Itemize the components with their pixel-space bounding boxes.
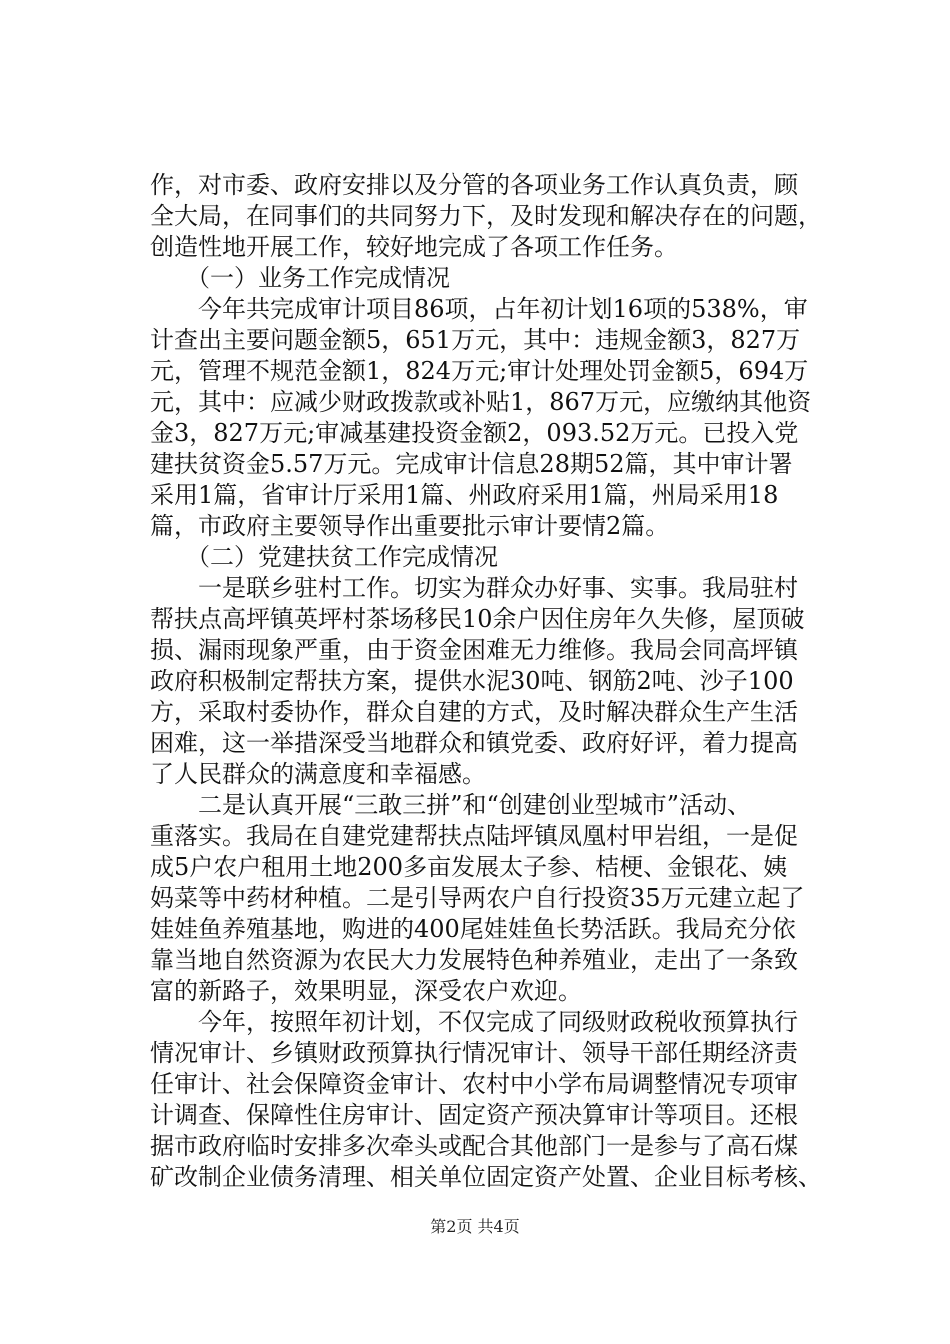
text-line: 富的新路子，效果明显，深受农户欢迎。 (150, 977, 582, 1005)
text-line: 矿改制企业债务清理、相关单位固定资产处置、企业目标考核、 (150, 1163, 822, 1191)
text-line: 帮扶点高坪镇英坪村茶场移民10余户因住房年久失修，屋顶破 (150, 605, 805, 633)
text-line: 情况审计、乡镇财政预算执行情况审计、领导干部任期经济责 (150, 1039, 798, 1067)
text-line: 计查出主要问题金额5，651万元，其中：违规金额3，827万 (150, 326, 801, 354)
text-line: 了人民群众的满意度和幸福感。 (150, 760, 486, 788)
text-line: 重落实。我局在自建党建帮扶点陆坪镇凤凰村甲岩组，一是促 (150, 822, 798, 850)
text-line: 损、漏雨现象严重，由于资金困难无力维修。我局会同高坪镇 (150, 636, 798, 664)
text-line: 任审计、社会保障资金审计、农村中小学布局调整情况专项审 (150, 1070, 798, 1098)
text-line: 元，其中：应减少财政拨款或补贴1，867万元，应缴纳其他资 (150, 388, 812, 416)
text-line: 二是认真开展“三敢三拼”和“创建创业型城市”活动、 (150, 791, 752, 819)
text-line: 作，对市委、政府安排以及分管的各项业务工作认真负责，顾 (150, 171, 798, 199)
text-line: 今年共完成审计项目86项，占年初计划16项的538%，审 (150, 295, 808, 323)
text-line: 篇，市政府主要领导作出重要批示审计要情2篇。 (150, 512, 670, 540)
text-line: 建扶贫资金5.57万元。完成审计信息28期52篇，其中审计署 (150, 450, 793, 478)
text-line: 方，采取村委协作，群众自建的方式，及时解决群众生产生活 (150, 698, 798, 726)
text-line: 一是联乡驻村工作。切实为群众办好事、实事。我局驻村 (150, 574, 798, 602)
text-line: 政府积极制定帮扶方案，提供水泥30吨、钢筋2吨、沙子100 (150, 667, 794, 695)
text-line: 据市政府临时安排多次牵头或配合其他部门一是参与了高石煤 (150, 1132, 798, 1160)
text-line: 成5户农户租用土地200多亩发展太子参、桔梗、金银花、姨 (150, 853, 788, 881)
text-line: 计调查、保障性住房审计、固定资产预决算审计等项目。还根 (150, 1101, 798, 1129)
text-line: 困难，这一举措深受当地群众和镇党委、政府好评，着力提高 (150, 729, 798, 757)
text-line: 采用1篇，省审计厅采用1篇、州政府采用1篇，州局采用18 (150, 481, 779, 509)
text-line: 今年，按照年初计划，不仅完成了同级财政税收预算执行 (150, 1008, 798, 1036)
text-line: 靠当地自然资源为农民大力发展特色种养殖业，走出了一条致 (150, 946, 798, 974)
text-line: 创造性地开展工作，较好地完成了各项工作任务。 (150, 233, 678, 261)
text-line: 全大局，在同事们的共同努力下，及时发现和解决存在的问题， (150, 202, 822, 230)
text-line: 妈菜等中药材种植。二是引导两农户自行投资35万元建立起了 (150, 884, 805, 912)
text-line: 娃娃鱼养殖基地，购进的400尾娃娃鱼长势活跃。我局充分依 (150, 915, 796, 943)
page-footer: 第2页 共4页 (430, 1217, 520, 1236)
text-line: 元，管理不规范金额1，824万元;审计处理处罚金额5，694万 (150, 357, 809, 385)
text-line: 金3，827万元;审减基建投资金额2，093.52万元。已投入党 (150, 419, 799, 447)
document-body (150, 170, 840, 1193)
section-heading: （一）业务工作完成情况 (150, 264, 450, 292)
section-heading: （二）党建扶贫工作完成情况 (150, 543, 498, 571)
